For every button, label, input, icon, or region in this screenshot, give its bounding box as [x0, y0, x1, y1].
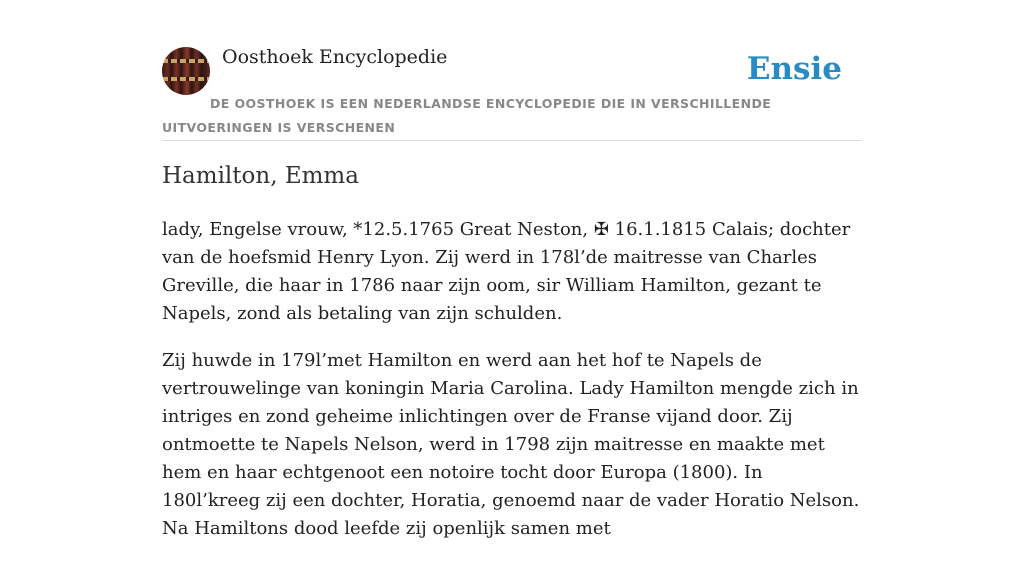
site-name-link[interactable]: Oosthoek Encyclopedie [222, 46, 448, 68]
article-paragraph: Zij huwde in 179l’met Hamilton en werd aan het hof te Napels de vertrouwelinge van koningin Maria Carolina. Lady Hamilton mengde zich in intriges en zond geheime inlichtingen over de Franse vijand door. Zij ontmoette te Napels Nelson, werd in 1798 zijn maitresse en maakte met hem en haar echtgenoot een notoire tocht door Europa (1800). In 180l’kreeg zij een dochter, Horatia, genoemd naar de vader Horatio Nelson. Na Hamiltons dood leefde zij openlijk samen met [162, 350, 860, 539]
encyclopedia-avatar[interactable] [162, 47, 210, 95]
article-paragraph: lady, Engelse vrouw, *12.5.1765 Great Neston, ✠ 16.1.1815 Calais; dochter van de hoefsmid Henry Lyon. Zij werd in 178l’de maitresse van Charles Greville, die haar in 1786 naar zijn oom, sir William Hamilton, gezant te Napels, zond als betaling van zijn schulden. [162, 219, 851, 324]
site-tagline: DE OOSTHOEK IS EEN NEDERLANDSE ENCYCLOPEDIE DIE IN VERSCHILLENDE UITVOERINGEN IS VERSCHENEN [162, 96, 772, 135]
ensie-logo-link[interactable]: Ensie [746, 51, 842, 87]
article-title: Hamilton, Emma [162, 163, 359, 189]
article-body [162, 216, 862, 562]
site-header [162, 44, 862, 141]
